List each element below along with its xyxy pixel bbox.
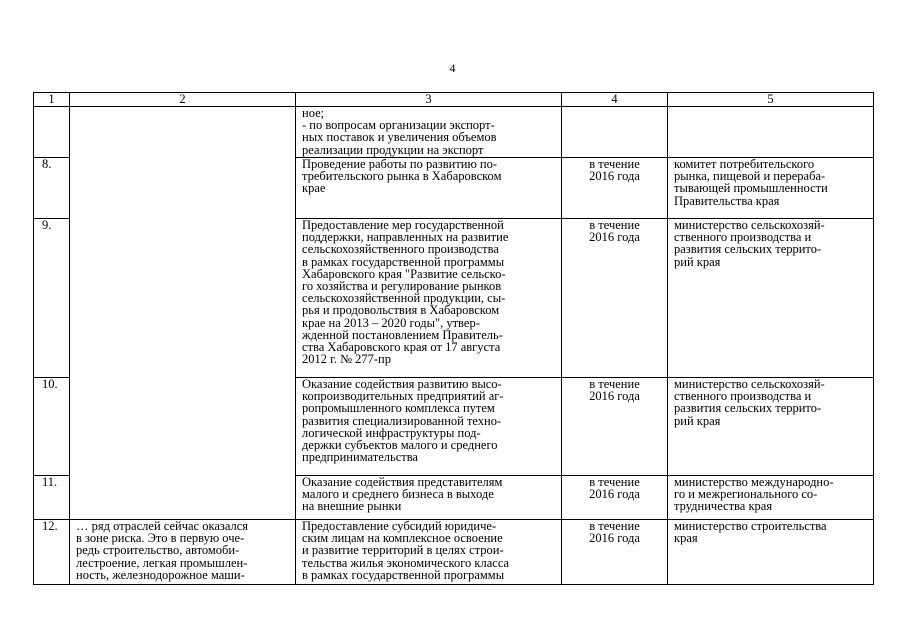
measure-cell [296, 158, 562, 219]
measure-text: Предоставление субсидий юридиче- ским лицам на комплексное освоение и развитие территорий в целях строи- тельства жилья экономического класса в рамках государственной программы [302, 519, 510, 582]
measure-text: Предоставление мер государственной поддержки, направленных на развитие сельскохозяйственного производства в рамках государственной программы Хабаровского края "Развитие сельско- го хозяйства и регулирование рынков сельскохозяйственной продукции, сы- рья и продовольствия в Хабаровском крае на 2013 – 2020 годы", утвер- жденной постановлением Правитель- ства Хабаровского края от 17 августа 2012 г. № 277-пр [302, 218, 509, 367]
executor-text [668, 107, 873, 108]
context-text: … ряд отраслей сейчас оказался в зоне риска. Это в первую оче- редь строительство, автомоби- лестроение, легкая промышлен- ность, железнодорожное маши- [76, 519, 249, 582]
executor-text: комитет потребительского рынка, пищевой и перераба- тывающей промышленности Правительства края [674, 157, 828, 208]
measure-cell [296, 378, 562, 476]
row-number-cell [34, 219, 70, 378]
period-text: в течение 2016 года [589, 519, 640, 546]
executor-text: министерство международно- го и межрегионального со- трудничества края [674, 475, 834, 514]
executor-cell [668, 476, 874, 520]
context-cell [70, 107, 296, 520]
period-cell [562, 219, 668, 378]
row-number: 12. [42, 519, 58, 533]
executor-cell [668, 219, 874, 378]
header-cell-col4: 4 [562, 93, 668, 107]
executor-text: министерство сельскохозяй- ственного производства и развития сельских террито- рий края [674, 377, 825, 428]
executor-cell [668, 158, 874, 219]
period-cell [562, 158, 668, 219]
measure-text: Оказание содействия развитию высо- копроизводительных предприятий аг- ропромышленного комплекса путем развития специализированной техно- логической инфраструктуры под- держки субъектов малого и среднего предпринимательства [302, 377, 504, 465]
row-number-cell [34, 476, 70, 520]
period-cell [562, 476, 668, 520]
row-number: 9. [42, 218, 52, 232]
table-row [34, 107, 874, 158]
header-cell-col2: 2 [70, 93, 296, 107]
measure-cell [296, 219, 562, 378]
row-number-cell [34, 158, 70, 219]
measure-text: Проведение работы по развитию по- требительского рынка в Хабаровском крае [302, 157, 502, 196]
executor-cell [668, 107, 874, 158]
period-cell [562, 378, 668, 476]
header-cell-col3: 3 [296, 93, 562, 107]
row-number-cell [34, 107, 70, 158]
header-cell-col5: 5 [668, 93, 874, 107]
executor-cell [668, 378, 874, 476]
page-number: 4 [449, 61, 456, 75]
row-number [34, 107, 69, 108]
row-number: 10. [42, 377, 58, 391]
measures-table [33, 92, 874, 585]
table-row [34, 520, 874, 585]
table-header-row [34, 93, 874, 107]
executor-text: министерство строительства края [674, 519, 827, 546]
context-text [70, 107, 295, 108]
executor-cell [668, 520, 874, 585]
row-number: 11. [42, 475, 58, 489]
period-cell [562, 107, 668, 158]
period-text: в течение 2016 года [589, 377, 640, 404]
measure-cell [296, 107, 562, 158]
period-text: в течение 2016 года [589, 157, 640, 184]
header-cell-col1: 1 [34, 93, 70, 107]
executor-text: министерство сельскохозяй- ственного производства и развития сельских террито- рий края [674, 218, 825, 269]
measure-cell [296, 476, 562, 520]
period-text: в течение 2016 года [589, 218, 640, 245]
measure-cell [296, 520, 562, 585]
row-number-cell [34, 378, 70, 476]
row-number-cell [34, 520, 70, 585]
measure-text: ное; - по вопросам организации экспорт- ных поставок и увеличения объемов реализации продукции на экспорт [302, 106, 497, 157]
measure-text: Оказание содействия представителям малого и среднего бизнеса в выходе на внешние рынки [302, 475, 503, 514]
period-cell [562, 520, 668, 585]
period-text: в течение 2016 года [589, 475, 640, 502]
context-cell [70, 520, 296, 585]
row-number: 8. [42, 157, 52, 171]
